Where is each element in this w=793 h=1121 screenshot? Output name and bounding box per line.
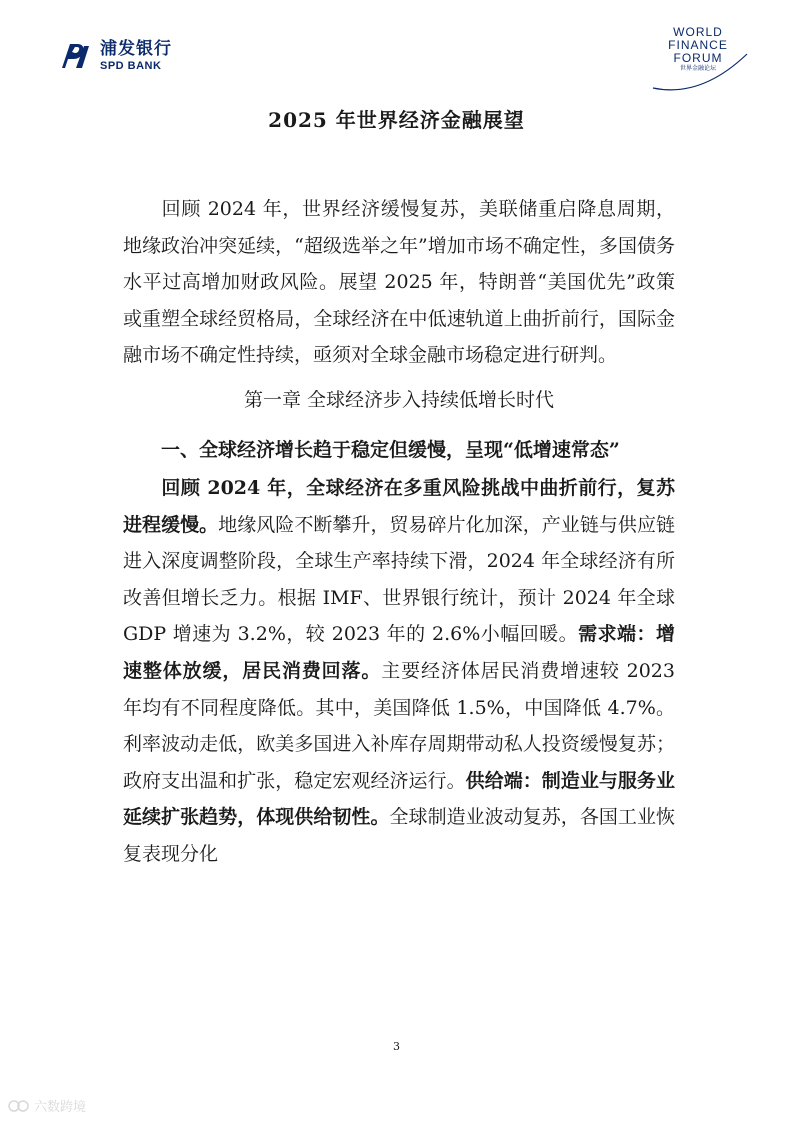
swoosh-icon bbox=[651, 50, 751, 94]
document-body bbox=[123, 191, 675, 873]
intro-text: 回顾 2024 年，世界经济缓慢复苏，美联储重启降息周期，地缘政治冲突延续，“超级选举之年”增加市场不确定性，多国债务水平过高增加财政风险。展望 2025 年，特朗普“美国优先”政策或重塑全球经贸格局，全球经济在中低速轨道上曲折前行，国际金融市场不确定性持续，亟须对全球金融市场稳定进行研判。 bbox=[123, 198, 675, 367]
watermark bbox=[8, 1096, 86, 1115]
spd-name-cn: 浦发银行 bbox=[100, 38, 172, 59]
document-title: 2025 年世界经济金融展望 bbox=[268, 108, 525, 132]
body-text-2: 主要经济体居民消费增速较 2023 年均有不同程度降低。其中，美国降低 1.5%，中国降低 4.7%。利率波动走低，欧美多国进入补库存周期带动私人投资缓慢复苏；政府支出温和扩张，稳定宏观经济运行。 bbox=[123, 659, 675, 792]
body-text-3: 全球制造业波动复苏，各国工业恢复表现分化 bbox=[123, 806, 675, 865]
page-number: 3 bbox=[393, 1040, 400, 1053]
body-paragraph bbox=[123, 470, 675, 873]
supply-bold-text: 供给端：制造业与服务业延续扩张趋势，体现供给韧性。 bbox=[123, 769, 675, 829]
spd-logo-icon bbox=[58, 38, 94, 74]
section-heading bbox=[123, 432, 675, 468]
spd-name-en: SPD BANK bbox=[100, 59, 162, 72]
wff-line-1: WORLD bbox=[673, 25, 723, 39]
watermark-logo-icon bbox=[8, 1098, 30, 1114]
wff-line-3: FORUM bbox=[673, 51, 723, 65]
chapter-heading: 第一章 全球经济步入持续低增长时代 bbox=[243, 388, 555, 411]
section-heading-text: 一、全球经济增长趋于稳定但缓慢，呈现“低增速常态” bbox=[161, 438, 620, 461]
lead-bold-text: 回顾 2024 年，全球经济在多重风险挑战中曲折前行，复苏进程缓慢。 bbox=[123, 476, 675, 536]
world-finance-forum-logo bbox=[643, 26, 753, 92]
demand-bold-text: 需求端：增速整体放缓，居民消费回落。 bbox=[123, 623, 675, 682]
spd-bank-logo bbox=[58, 38, 172, 74]
wff-line-2: FINANCE bbox=[668, 38, 728, 52]
intro-paragraph bbox=[123, 191, 675, 374]
wff-name-cn: 世界金融论坛 bbox=[679, 65, 716, 72]
page-header bbox=[0, 0, 793, 100]
watermark-text: 六数跨境 bbox=[34, 1100, 87, 1115]
body-text-1: 地缘风险不断攀升，贸易碎片化加深，产业链与供应链进入深度调整阶段，全球生产率持续下滑，2024 年全球经济有所改善但增长乏力。根据 IMF、世界银行统计，预计 2024 年全球 GDP 增速为 3.2%，较 2023 年的 2.6%小幅回暖。 bbox=[123, 513, 675, 646]
